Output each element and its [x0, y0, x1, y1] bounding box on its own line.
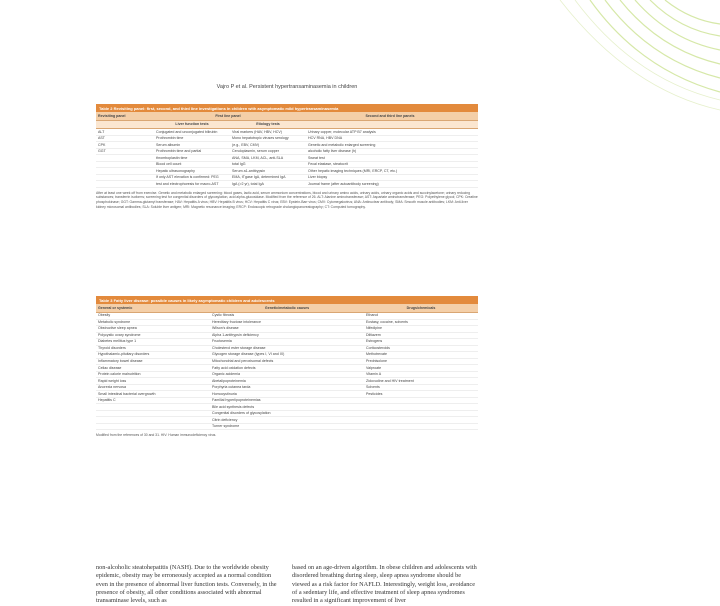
- table-cell: [96, 175, 154, 181]
- table-cell: Methotrexate: [366, 352, 387, 357]
- running-head: Vajro P et al. Persistent hypertransaminasemia in children: [216, 84, 358, 90]
- table-cell: Celiac disease: [98, 365, 122, 370]
- table-cell: Ecstasy, cocaine, solvents: [366, 319, 408, 324]
- table-cell: total IgG: [232, 162, 246, 167]
- table-cell: Prothrombin time and partial: [156, 149, 202, 154]
- table-cell: [96, 404, 210, 410]
- table-cell: Glycogen storage disease (types I, VI and IX): [212, 352, 285, 357]
- table-cell: Conjugated and unconjugated bilirubin: [156, 129, 218, 134]
- table-cell: [364, 411, 478, 417]
- table-cell: Fatty acid oxidation defects: [212, 365, 256, 370]
- table-cell: Mitochondrial and peroxisomal defects: [212, 359, 274, 363]
- table-cell: Hypothalamic-pituitary disorders: [98, 352, 150, 357]
- table-cell: ALT: [98, 129, 105, 134]
- table-2: [96, 104, 478, 209]
- body-paragraph: non-alcoholic steatohepatitis (NASH). Due to the worldwide obesity epidemic, obesity may be erroneously accepted as a normal condition even in the presence of abnormal liver function tests. Conversely, in the presence of obesity, all other conditions associated with abnormal transaminase levels, such as: [96, 564, 277, 605]
- table-cell: [364, 424, 478, 430]
- table-cell: Turner syndrome: [212, 424, 240, 429]
- table-cell: Diltiazem: [366, 332, 381, 337]
- table-cell: Cholesterol ester storage disease: [212, 345, 266, 350]
- table-cell: Solvents: [366, 385, 380, 390]
- table-cell: Abetalipoproteinemia: [212, 378, 246, 383]
- table-cell: Mono hepatotropic viruses serology: [232, 136, 289, 141]
- table-2-title: Table 2 Revisiting panel: first, second, and third line investigations in children with asymptomatic mild hypertransaminasemia: [96, 104, 478, 112]
- table-cell: Thyroid disorders: [98, 345, 126, 350]
- table-cell: [96, 155, 154, 161]
- table-cell: Congenital disorders of glycosylation: [212, 411, 271, 416]
- table-cell: Estrogens: [366, 339, 383, 344]
- table-cell: [96, 417, 210, 423]
- table-cell: Hepatitis C: [98, 398, 116, 403]
- table-3-footnote: Modified from the references of 30 and 31. HIV: Human immunodeficiency virus.: [96, 433, 217, 438]
- table-cell: Corticosteroids: [366, 345, 390, 350]
- table-header-cell: Revisiting panel: [98, 113, 126, 118]
- table-cell: Hereditary fructose intolerance: [212, 319, 261, 324]
- table-cell: alcoholic fatty liver disease (h): [308, 149, 357, 154]
- table-cell: [96, 181, 154, 187]
- table-header-cell: Second and third line panels: [365, 113, 415, 118]
- table-cell: Blood cell count: [156, 162, 182, 167]
- table-header-cell: Genetic/metabolic causes: [264, 305, 310, 310]
- table-3-header: [96, 304, 478, 313]
- table-cell: Liver biopsy: [308, 175, 328, 180]
- table-cell: CPK: [98, 142, 106, 147]
- table-cell: thromboplastin time: [156, 155, 188, 160]
- table-cell: Bile acid synthesis defects: [212, 404, 255, 409]
- table-cell: Prednisolone: [366, 359, 387, 363]
- table-cell: Urinary copper, molecular ATP B7 analysis: [308, 129, 376, 134]
- table-cell: Prothrombin time: [156, 136, 184, 141]
- table-3: [96, 296, 478, 438]
- table-cell: Pesticides: [366, 391, 383, 396]
- body-paragraph: based on an age-driven algorithm. In obese children and adolescents with disordered breathing during sleep, sleep apnea syndrome should be viewed as a risk factor for NAFLD. Interestingly, weight loss, avoidance of a sedentary life, and effective treatment of sleep apnea syndromes resulted in a significant improvement of liver: [292, 564, 477, 605]
- table-cell: Nifedipine: [366, 326, 382, 331]
- table-cell: Valproate: [366, 365, 382, 370]
- table-cell: Other hepatic imaging techniques (MRI, ERCP, CT, etc.): [308, 168, 398, 173]
- table-cell: GGT: [98, 149, 106, 154]
- table-cell: Homocystinuria: [212, 391, 237, 396]
- table-cell: Serum albumin: [156, 142, 181, 147]
- table-cell: Hepatic ultrasonography: [156, 168, 195, 173]
- table-3-title: Table 3 Fatty liver disease: possible causes in likely asymptomatic children and adolescents: [96, 296, 478, 304]
- table-subheader-cell: Liver function tests: [175, 122, 209, 127]
- table-cell: Obesity: [98, 313, 111, 318]
- table-cell: [96, 424, 210, 430]
- table-cell: If only AST elevation is confirmed: PEG: [156, 175, 219, 180]
- body-column-left: [96, 564, 281, 606]
- table-cell: Sweat test: [308, 155, 325, 160]
- table-2-subheader: [96, 121, 478, 129]
- table-header-cell: Drugs/chemicals: [406, 305, 436, 310]
- table-2-header: [96, 112, 478, 121]
- table-cell: Anorexia nervosa: [98, 385, 126, 390]
- table-3-body: [96, 313, 478, 430]
- table-cell: Ethanol: [366, 313, 379, 318]
- table-cell: Organic acidemia: [212, 372, 240, 377]
- table-header-cell: General or systemic: [98, 305, 133, 310]
- table-cell: [364, 404, 478, 410]
- table-cell: (e.g., EBV, CMV): [232, 142, 260, 147]
- table-row: [96, 181, 478, 188]
- table-cell: AST: [98, 136, 105, 141]
- table-cell: ANA, SMA, LKM, ACL, anti-SLA: [232, 155, 284, 160]
- table-cell: Alpha 1-antitrypsin deficiency: [212, 332, 259, 337]
- table-cell: Porphyria cutanea tarda: [212, 385, 251, 390]
- table-cell: Rapid weight loss: [98, 378, 127, 383]
- table-cell: [96, 168, 154, 174]
- table-cell: Small intestinal bacterial overgrowth: [98, 391, 156, 396]
- table-cell: HCV RNA, HBV DNA: [308, 136, 343, 141]
- table-cell: Zidovudine and HIV treatment: [366, 378, 414, 383]
- table-cell: Wilson's disease: [212, 326, 239, 331]
- table-header-cell: First line panel: [215, 113, 241, 118]
- table-cell: Familial hyperlipoproteinemias: [212, 398, 261, 403]
- table-cell: Vitamin A: [366, 372, 382, 377]
- table-cell: Obstructive sleep apnea: [98, 326, 137, 331]
- table-cell: Ceruloplasmin, serum copper: [232, 149, 279, 154]
- table-cell: Genetic and metabolic enlarged screening: [308, 142, 376, 147]
- table-cell: Cystic fibrosis: [212, 313, 235, 318]
- table-cell: [96, 411, 210, 417]
- table-subheader-cell: Etiology tests: [256, 122, 280, 127]
- table-cell: Fructosemia: [212, 339, 232, 344]
- table-cell: Citrin deficiency: [212, 417, 238, 422]
- table-cell: Journal frame (after autoantibody screening): [308, 181, 379, 186]
- table-cell: Diabetes mellitus type 1: [98, 339, 137, 344]
- table-cell: IgA (>2 yr), total IgA: [232, 181, 264, 186]
- body-column-right: [292, 564, 477, 606]
- table-2-body: [96, 129, 478, 188]
- table-row: [96, 424, 478, 431]
- journal-page: [92, 78, 482, 605]
- table-2-footnote: After at least one week off from exercise. Genetic and metabolic enlarged screening: blood gases, lactic acid, serum ammonium concentrations, blood and urinary amino acids, urinary acids, urinary organic acids and succinylacetone; urinary reducing substances; transferrin isoforms; screening test for congenital disorders of glycosylation, acid alpha-glucosidase. Modified from the reference of 26. ALT: Alanine aminotransferase; AST: Aspartate aminotransferase; PEG: Polyethylene glycol; CPK: Creatine phosphokinase; GGT: Gamma-glutamyl transferase; HAV: Hepatitis A virus; HBV: Hepatitis B virus; HCV: Hepatitis C virus; EBV: Epstein-Barr virus; CMV: Cytomegalovirus; ANA: Antinuclear antibody; SMA: Smooth muscle antibodies; LKM: Anti-liver kidney microsomal antibodies; SLA: Soluble liver antigen; MRI: Magnetic resonance imaging; ERCP: Endoscopic retrograde cholangiopancreatography; CT: Computed tomography.: [96, 190, 478, 209]
- table-cell: Viral markers (HAV, HBV, HCV): [232, 129, 282, 134]
- table-cell: Protein calorie malnutrition: [98, 372, 141, 377]
- table-cell: Polycystic ovary syndrome: [98, 332, 141, 337]
- table-cell: EMA, tTgase IgA, determined IgA: [232, 175, 286, 180]
- table-cell: Serum a1-antitrypsin: [232, 168, 266, 173]
- table-cell: [364, 398, 478, 404]
- table-cell: Inflammatory bowel disease: [98, 359, 143, 363]
- table-cell: Fecal elastase, steatocrit: [308, 162, 348, 167]
- table-cell: [96, 162, 154, 168]
- table-cell: [364, 417, 478, 423]
- table-cell: Metabolic syndrome: [98, 319, 131, 324]
- table-cell: test and electrophoresis for macro-AST: [156, 181, 219, 186]
